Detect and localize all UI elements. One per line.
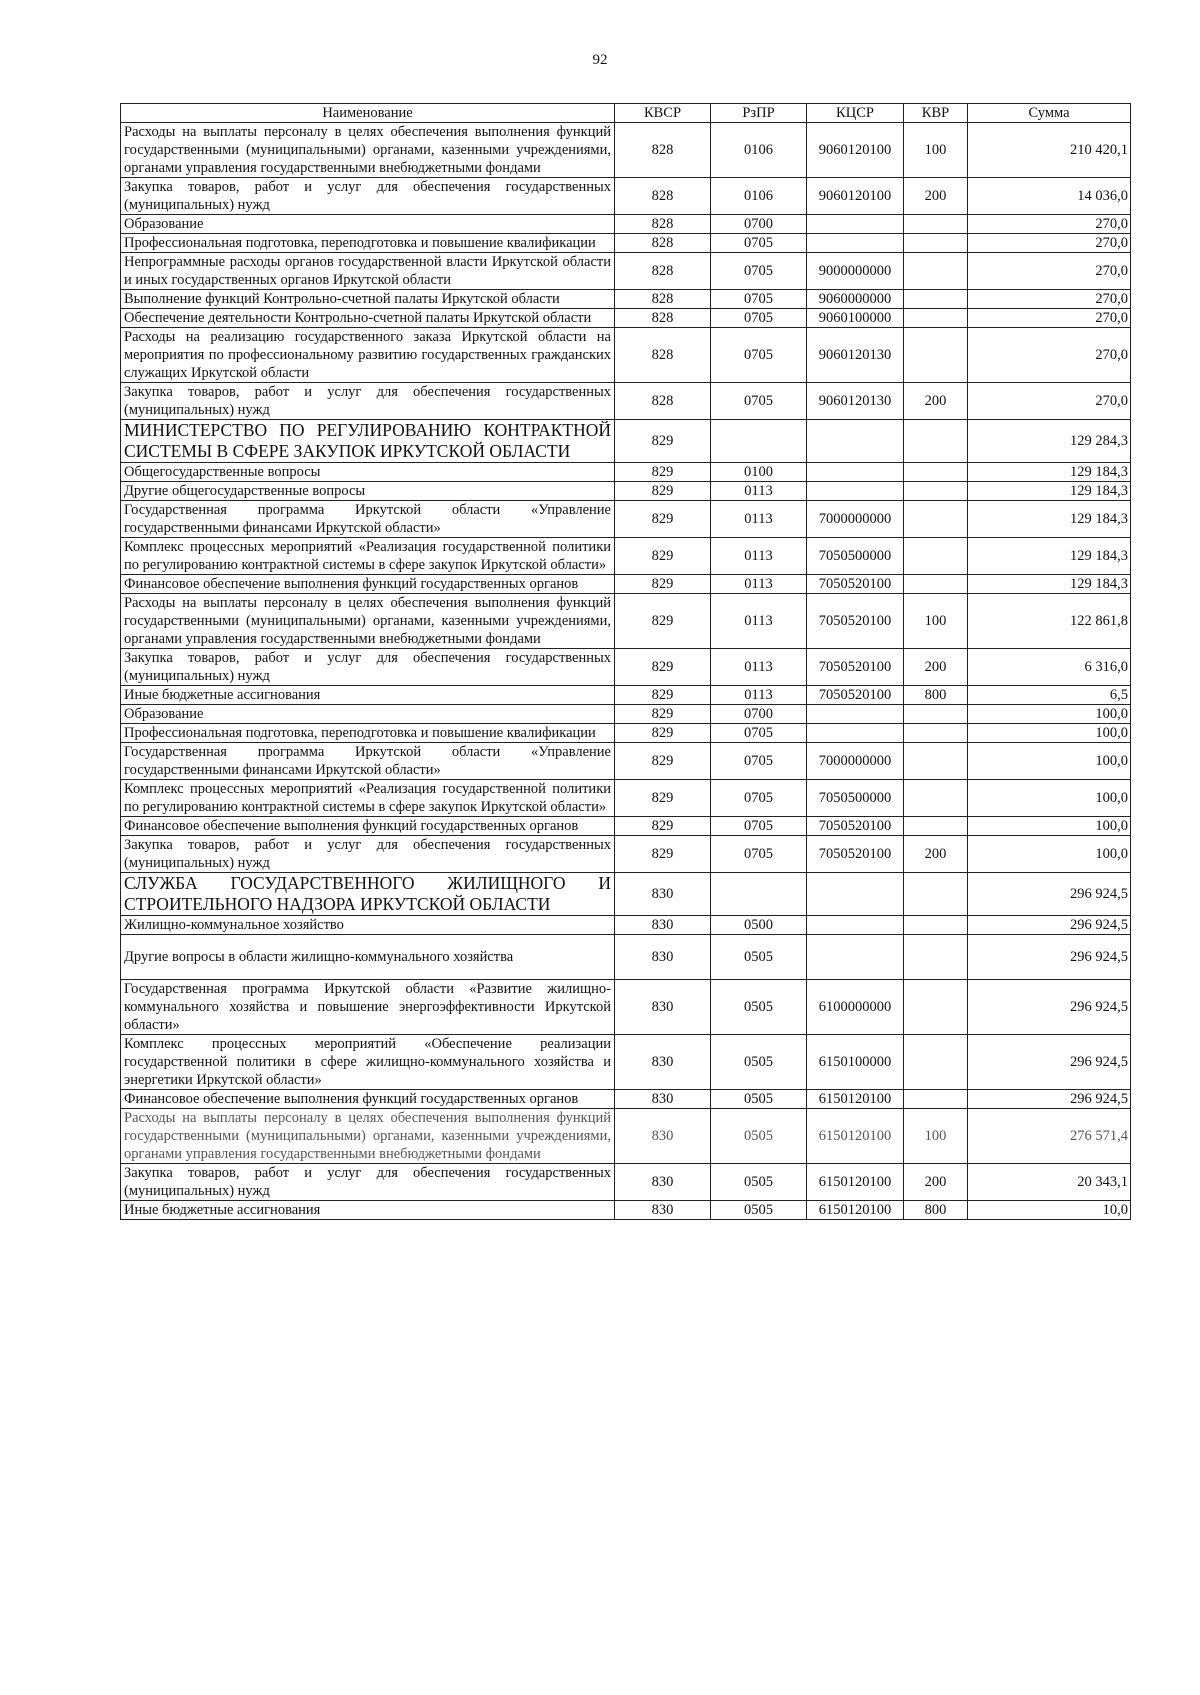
cell-rzpr: 0705 [711, 743, 807, 780]
cell-kvr [904, 234, 968, 253]
cell-sum: 100,0 [968, 836, 1131, 873]
cell-sum: 6,5 [968, 686, 1131, 705]
cell-kvr [904, 482, 968, 501]
table-row [121, 420, 1131, 463]
cell-sum: 122 861,8 [968, 594, 1131, 649]
cell-kcsr [807, 916, 904, 935]
cell-rzpr: 0705 [711, 328, 807, 383]
cell-kvsr: 829 [615, 594, 711, 649]
cell-name: Закупка товаров, работ и услуг для обеспечения государственных (муниципальных) нужд [121, 178, 615, 215]
cell-kvsr: 828 [615, 234, 711, 253]
cell-sum: 270,0 [968, 328, 1131, 383]
cell-kvsr: 828 [615, 215, 711, 234]
cell-name: Другие общегосударственные вопросы [121, 482, 615, 501]
cell-kcsr: 9060100000 [807, 309, 904, 328]
cell-name: Закупка товаров, работ и услуг для обеспечения государственных (муниципальных) нужд [121, 383, 615, 420]
cell-sum: 10,0 [968, 1201, 1131, 1220]
cell-name: Расходы на выплаты персоналу в целях обеспечения выполнения функций государственными (муниципальными) органами, казенными учреждениями, органами управления государственными внебюджетными фондами [121, 123, 615, 178]
cell-rzpr: 0113 [711, 686, 807, 705]
cell-rzpr: 0500 [711, 916, 807, 935]
cell-rzpr: 0505 [711, 1201, 807, 1220]
header-kvr: КВР [904, 104, 968, 123]
cell-name: МИНИСТЕРСТВО ПО РЕГУЛИРОВАНИЮ КОНТРАКТНОЙ СИСТЕМЫ В СФЕРЕ ЗАКУПОК ИРКУТСКОЙ ОБЛАСТИ [121, 420, 615, 463]
cell-rzpr: 0106 [711, 123, 807, 178]
table-row [121, 290, 1131, 309]
cell-sum: 20 343,1 [968, 1164, 1131, 1201]
cell-kcsr [807, 724, 904, 743]
header-sum: Сумма [968, 104, 1131, 123]
cell-name: Расходы на реализацию государственного заказа Иркутской области на мероприятия по профессиональному развитию государственных гражданских служащих Иркутской области [121, 328, 615, 383]
table-row [121, 836, 1131, 873]
table-row [121, 1201, 1131, 1220]
cell-name: Закупка товаров, работ и услуг для обеспечения государственных (муниципальных) нужд [121, 836, 615, 873]
cell-rzpr: 0705 [711, 724, 807, 743]
table-row [121, 538, 1131, 575]
table-row [121, 123, 1131, 178]
header-kvsr: КВСР [615, 104, 711, 123]
cell-kvsr: 828 [615, 309, 711, 328]
cell-kvr: 200 [904, 1164, 968, 1201]
cell-kvr: 200 [904, 178, 968, 215]
cell-kcsr [807, 420, 904, 463]
cell-name: Финансовое обеспечение выполнения функций государственных органов [121, 1090, 615, 1109]
cell-kvr: 100 [904, 594, 968, 649]
cell-sum: 129 184,3 [968, 538, 1131, 575]
cell-kcsr: 7050500000 [807, 780, 904, 817]
cell-name: Выполнение функций Контрольно-счетной палаты Иркутской области [121, 290, 615, 309]
cell-kcsr [807, 463, 904, 482]
cell-kvr [904, 817, 968, 836]
cell-rzpr: 0100 [711, 463, 807, 482]
cell-kvr [904, 780, 968, 817]
cell-kvsr: 829 [615, 686, 711, 705]
cell-name: Комплекс процессных мероприятий «Реализация государственной политики по регулированию контрактной системы в сфере закупок Иркутской области» [121, 780, 615, 817]
cell-kvsr: 828 [615, 123, 711, 178]
cell-sum: 129 184,3 [968, 501, 1131, 538]
cell-kvsr: 830 [615, 1090, 711, 1109]
cell-kvr [904, 501, 968, 538]
table-row [121, 594, 1131, 649]
header-rzpr: РзПР [711, 104, 807, 123]
cell-rzpr: 0505 [711, 1035, 807, 1090]
cell-sum: 129 184,3 [968, 463, 1131, 482]
cell-kvr [904, 743, 968, 780]
cell-kvr [904, 705, 968, 724]
table-row [121, 501, 1131, 538]
cell-kvsr: 828 [615, 383, 711, 420]
table-row [121, 935, 1131, 980]
cell-kcsr: 6150120100 [807, 1201, 904, 1220]
cell-kcsr: 6150100000 [807, 1035, 904, 1090]
cell-kvsr: 830 [615, 1109, 711, 1164]
cell-kvr: 800 [904, 686, 968, 705]
cell-sum: 296 924,5 [968, 873, 1131, 916]
cell-kvr [904, 420, 968, 463]
cell-rzpr: 0113 [711, 594, 807, 649]
table-row [121, 649, 1131, 686]
cell-kvr [904, 935, 968, 980]
header-kcsr: КЦСР [807, 104, 904, 123]
cell-kvr [904, 290, 968, 309]
cell-sum: 270,0 [968, 234, 1131, 253]
cell-kcsr: 7050500000 [807, 538, 904, 575]
table-row [121, 724, 1131, 743]
cell-name: Профессиональная подготовка, переподготовка и повышение квалификации [121, 724, 615, 743]
cell-sum: 100,0 [968, 743, 1131, 780]
cell-sum: 296 924,5 [968, 980, 1131, 1035]
table-row [121, 215, 1131, 234]
cell-name: Государственная программа Иркутской области «Управление государственными финансами Иркутской области» [121, 743, 615, 780]
cell-sum: 296 924,5 [968, 916, 1131, 935]
cell-kvsr: 830 [615, 916, 711, 935]
cell-rzpr: 0505 [711, 980, 807, 1035]
cell-kvr: 100 [904, 1109, 968, 1164]
cell-kvsr: 828 [615, 178, 711, 215]
cell-kvr: 100 [904, 123, 968, 178]
cell-rzpr: 0505 [711, 1164, 807, 1201]
budget-table [120, 103, 1131, 1220]
cell-kcsr: 6150120100 [807, 1164, 904, 1201]
cell-name: Закупка товаров, работ и услуг для обеспечения государственных (муниципальных) нужд [121, 1164, 615, 1201]
cell-kvsr: 829 [615, 724, 711, 743]
cell-name: Обеспечение деятельности Контрольно-счетной палаты Иркутской области [121, 309, 615, 328]
cell-kcsr: 9000000000 [807, 253, 904, 290]
table-row [121, 309, 1131, 328]
cell-kvsr: 830 [615, 1201, 711, 1220]
cell-kcsr: 7050520100 [807, 594, 904, 649]
table-row [121, 686, 1131, 705]
table-row [121, 383, 1131, 420]
cell-kcsr: 9060120100 [807, 123, 904, 178]
cell-kcsr: 7000000000 [807, 743, 904, 780]
table-row [121, 873, 1131, 916]
cell-sum: 100,0 [968, 817, 1131, 836]
cell-rzpr: 0705 [711, 234, 807, 253]
cell-name: Иные бюджетные ассигнования [121, 1201, 615, 1220]
cell-sum: 14 036,0 [968, 178, 1131, 215]
cell-kvsr: 829 [615, 420, 711, 463]
cell-rzpr: 0705 [711, 253, 807, 290]
table-row [121, 1090, 1131, 1109]
page-number: 92 [592, 52, 608, 68]
cell-name: Общегосударственные вопросы [121, 463, 615, 482]
cell-rzpr: 0705 [711, 780, 807, 817]
cell-name: Государственная программа Иркутской области «Управление государственными финансами Иркутской области» [121, 501, 615, 538]
cell-sum: 100,0 [968, 780, 1131, 817]
cell-kvsr: 828 [615, 328, 711, 383]
table-row [121, 817, 1131, 836]
cell-kcsr: 6150120100 [807, 1109, 904, 1164]
table-row [121, 705, 1131, 724]
cell-sum: 270,0 [968, 290, 1131, 309]
cell-sum: 270,0 [968, 383, 1131, 420]
cell-kvr: 200 [904, 383, 968, 420]
cell-sum: 129 184,3 [968, 575, 1131, 594]
header-name: Наименование [121, 104, 615, 123]
cell-sum: 270,0 [968, 309, 1131, 328]
cell-rzpr [711, 873, 807, 916]
cell-rzpr: 0505 [711, 1109, 807, 1164]
table-row [121, 743, 1131, 780]
table-row [121, 575, 1131, 594]
table-row [121, 253, 1131, 290]
table-row [121, 780, 1131, 817]
cell-kvr [904, 328, 968, 383]
cell-kvsr: 828 [615, 253, 711, 290]
cell-kvr [904, 253, 968, 290]
cell-kvr [904, 980, 968, 1035]
cell-sum: 270,0 [968, 253, 1131, 290]
cell-kvsr: 829 [615, 575, 711, 594]
cell-kvsr: 829 [615, 482, 711, 501]
cell-kvsr: 829 [615, 836, 711, 873]
cell-kcsr: 7050520100 [807, 836, 904, 873]
cell-kvr: 200 [904, 649, 968, 686]
table-row [121, 1164, 1131, 1201]
cell-kvsr: 830 [615, 873, 711, 916]
cell-name: Непрограммные расходы органов государственной власти Иркутской области и иных государственных органов Иркутской области [121, 253, 615, 290]
cell-kcsr: 6100000000 [807, 980, 904, 1035]
cell-kvsr: 830 [615, 1164, 711, 1201]
cell-name: СЛУЖБА ГОСУДАРСТВЕННОГО ЖИЛИЩНОГО И СТРОИТЕЛЬНОГО НАДЗОРА ИРКУТСКОЙ ОБЛАСТИ [121, 873, 615, 916]
cell-kvr: 800 [904, 1201, 968, 1220]
cell-rzpr: 0705 [711, 383, 807, 420]
cell-rzpr: 0705 [711, 817, 807, 836]
cell-sum: 270,0 [968, 215, 1131, 234]
cell-kvsr: 830 [615, 980, 711, 1035]
cell-kvsr: 830 [615, 1035, 711, 1090]
cell-kvsr: 829 [615, 817, 711, 836]
cell-name: Расходы на выплаты персоналу в целях обеспечения выполнения функций государственными (муниципальными) органами, казенными учреждениями, органами управления государственными внебюджетными фондами [121, 594, 615, 649]
cell-kcsr [807, 215, 904, 234]
table-row [121, 234, 1131, 253]
cell-kvr [904, 724, 968, 743]
cell-kvr [904, 309, 968, 328]
cell-kcsr [807, 873, 904, 916]
cell-rzpr: 0113 [711, 482, 807, 501]
cell-kvsr: 829 [615, 649, 711, 686]
table-row [121, 463, 1131, 482]
cell-kcsr [807, 482, 904, 501]
table-header-row [121, 104, 1131, 123]
cell-kvr [904, 916, 968, 935]
cell-rzpr: 0505 [711, 1090, 807, 1109]
cell-kvsr: 829 [615, 743, 711, 780]
cell-name: Жилищно-коммунальное хозяйство [121, 916, 615, 935]
cell-rzpr [711, 420, 807, 463]
cell-kcsr: 7050520100 [807, 575, 904, 594]
cell-name: Иные бюджетные ассигнования [121, 686, 615, 705]
cell-rzpr: 0700 [711, 705, 807, 724]
cell-kvsr: 828 [615, 290, 711, 309]
cell-rzpr: 0705 [711, 290, 807, 309]
cell-rzpr: 0113 [711, 575, 807, 594]
cell-rzpr: 0505 [711, 935, 807, 980]
cell-kcsr: 7000000000 [807, 501, 904, 538]
cell-sum: 129 184,3 [968, 482, 1131, 501]
cell-kvsr: 829 [615, 705, 711, 724]
cell-kcsr: 9060120100 [807, 178, 904, 215]
cell-kcsr: 6150120100 [807, 1090, 904, 1109]
cell-rzpr: 0113 [711, 649, 807, 686]
cell-sum: 210 420,1 [968, 123, 1131, 178]
cell-name: Расходы на выплаты персоналу в целях обеспечения выполнения функций государственными (муниципальными) органами, казенными учреждениями, органами управления государственными внебюджетными фондами [121, 1109, 615, 1164]
cell-kvsr: 830 [615, 935, 711, 980]
cell-sum: 129 284,3 [968, 420, 1131, 463]
cell-kvr [904, 538, 968, 575]
table-row [121, 482, 1131, 501]
cell-name: Образование [121, 705, 615, 724]
cell-sum: 100,0 [968, 705, 1131, 724]
cell-name: Профессиональная подготовка, переподготовка и повышение квалификации [121, 234, 615, 253]
cell-kvsr: 829 [615, 463, 711, 482]
cell-sum: 296 924,5 [968, 1035, 1131, 1090]
table-row [121, 178, 1131, 215]
table-row [121, 980, 1131, 1035]
cell-kvsr: 829 [615, 538, 711, 575]
table-row [121, 1109, 1131, 1164]
cell-kvsr: 829 [615, 780, 711, 817]
cell-rzpr: 0705 [711, 836, 807, 873]
cell-kvr [904, 215, 968, 234]
cell-kvsr: 829 [615, 501, 711, 538]
table-body [121, 123, 1131, 1220]
cell-kcsr: 9060120130 [807, 328, 904, 383]
cell-kvr: 200 [904, 836, 968, 873]
cell-kvr [904, 873, 968, 916]
cell-kcsr [807, 935, 904, 980]
table-row [121, 1035, 1131, 1090]
cell-sum: 100,0 [968, 724, 1131, 743]
cell-name: Образование [121, 215, 615, 234]
cell-kcsr [807, 234, 904, 253]
cell-kcsr [807, 705, 904, 724]
cell-rzpr: 0700 [711, 215, 807, 234]
cell-sum: 296 924,5 [968, 1090, 1131, 1109]
cell-kvr [904, 1090, 968, 1109]
cell-name: Государственная программа Иркутской области «Развитие жилищно-коммунального хозяйства и повышение энергоэффективности Иркутской области» [121, 980, 615, 1035]
cell-name: Другие вопросы в области жилищно-коммунального хозяйства [121, 935, 615, 980]
cell-kcsr: 9060000000 [807, 290, 904, 309]
cell-rzpr: 0113 [711, 501, 807, 538]
cell-sum: 276 571,4 [968, 1109, 1131, 1164]
cell-name: Закупка товаров, работ и услуг для обеспечения государственных (муниципальных) нужд [121, 649, 615, 686]
cell-kvr [904, 575, 968, 594]
cell-sum: 296 924,5 [968, 935, 1131, 980]
cell-name: Комплекс процессных мероприятий «Обеспечение реализации государственной политики в сфере жилищно-коммунального хозяйства и энергетики Иркутской области» [121, 1035, 615, 1090]
table-row [121, 328, 1131, 383]
cell-rzpr: 0113 [711, 538, 807, 575]
cell-kvr [904, 463, 968, 482]
table-row [121, 916, 1131, 935]
cell-kvr [904, 1035, 968, 1090]
cell-name: Финансовое обеспечение выполнения функций государственных органов [121, 817, 615, 836]
cell-sum: 6 316,0 [968, 649, 1131, 686]
cell-kcsr: 7050520100 [807, 686, 904, 705]
cell-name: Финансовое обеспечение выполнения функций государственных органов [121, 575, 615, 594]
cell-kcsr: 7050520100 [807, 817, 904, 836]
cell-name: Комплекс процессных мероприятий «Реализация государственной политики по регулированию контрактной системы в сфере закупок Иркутской области» [121, 538, 615, 575]
cell-kcsr: 9060120130 [807, 383, 904, 420]
cell-rzpr: 0106 [711, 178, 807, 215]
cell-rzpr: 0705 [711, 309, 807, 328]
cell-kcsr: 7050520100 [807, 649, 904, 686]
